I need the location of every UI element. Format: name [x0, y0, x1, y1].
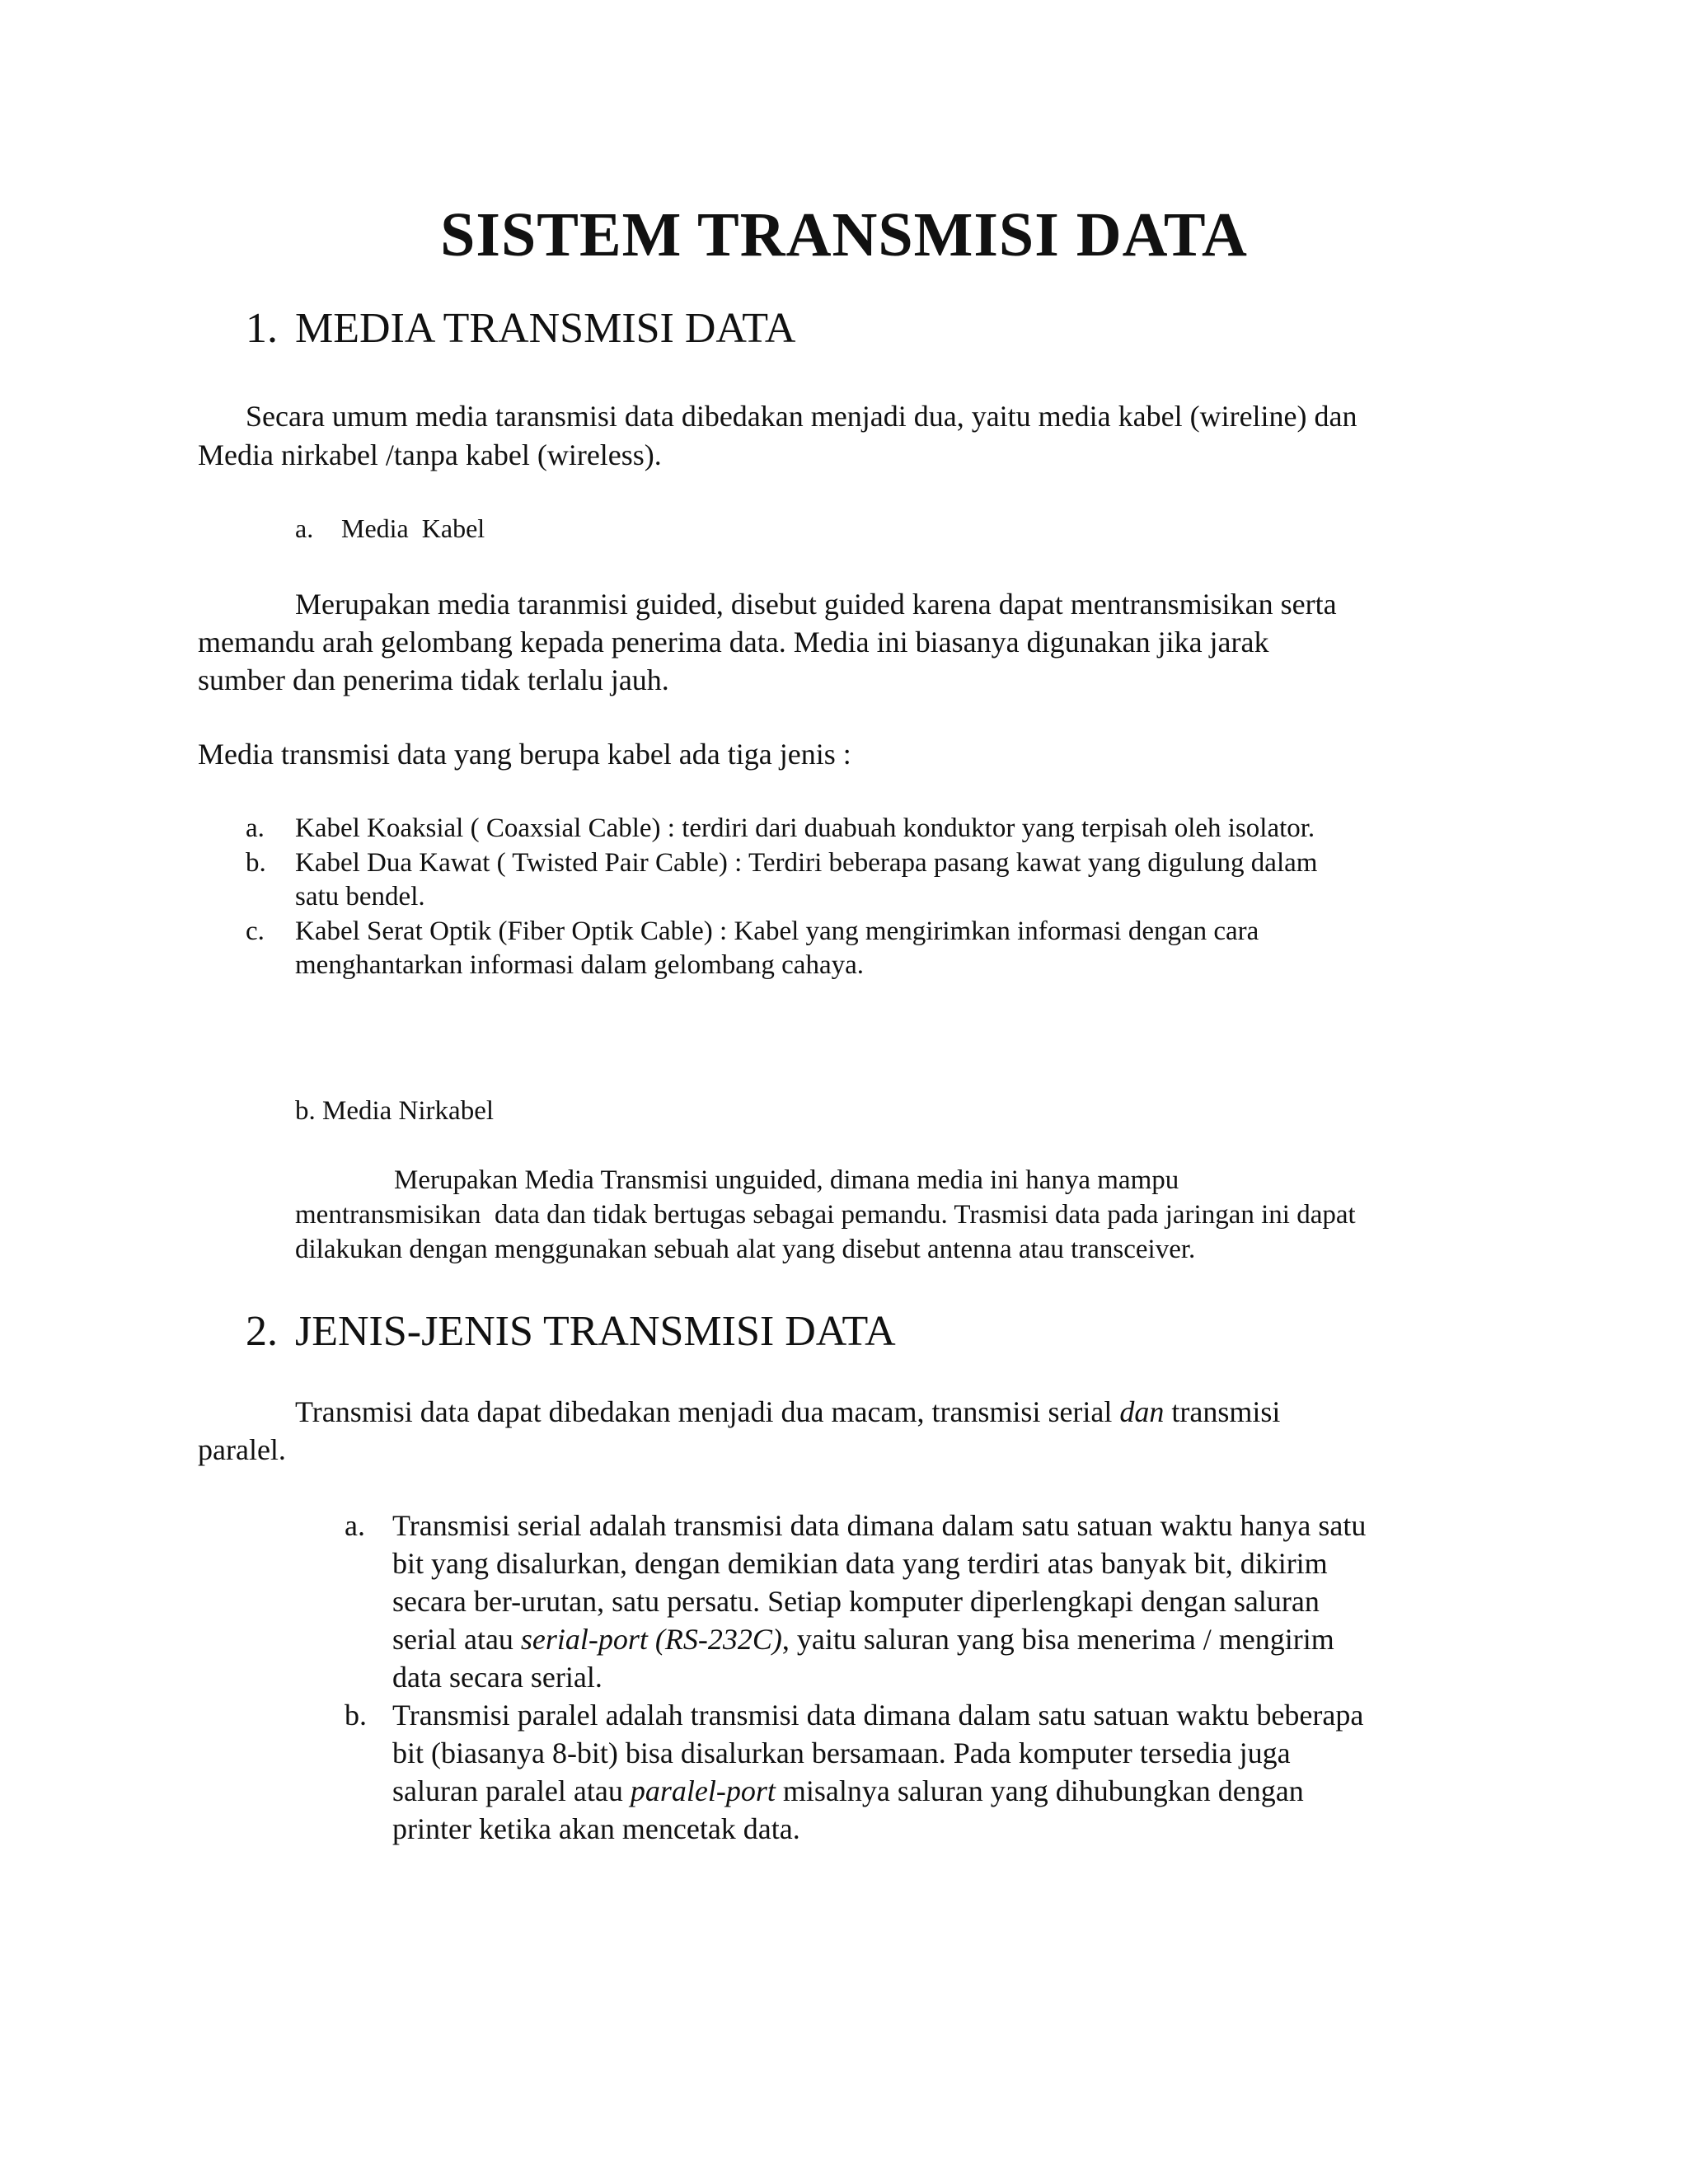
section-2-intro-text: Transmisi data dapat dibedakan menjadi dua macam, transmisi serial — [295, 1395, 1120, 1428]
list-item-text-continued: bit (biasanya 8-bit) bisa disalurkan bersamaan. Pada komputer tersedia juga — [392, 1736, 1291, 1769]
serial-port-term: serial-port (RS-232C) — [520, 1623, 782, 1656]
subsection-a-heading — [295, 511, 485, 546]
page-title: SISTEM TRANSMISI DATA — [440, 200, 1248, 269]
list-item-text: Transmisi serial adalah transmisi data dimana dalam satu satuan waktu hanya satu — [392, 1509, 1367, 1542]
subsection-b-heading: b. Media Nirkabel — [295, 1096, 495, 1126]
list-item-text-continued: bit yang disalurkan, dengan demikian data yang terdiri atas banyak bit, dikirim — [392, 1547, 1328, 1580]
list-item-text: Kabel Koaksial ( Coaxsial Cable) : terdiri dari duabuah konduktor yang terpisah oleh isolator. — [295, 813, 1315, 843]
section-2-intro-italic: dan — [1119, 1395, 1165, 1428]
list-item — [246, 846, 1531, 916]
list-item — [246, 915, 1531, 984]
section-1-intro-line-2: Media nirkabel /tanpa kabel (wireless). — [198, 438, 662, 471]
list-item-text-continued: satu bendel. — [295, 882, 425, 912]
list-item-text-continued — [392, 1620, 1334, 1658]
list-marker: c. — [246, 916, 265, 946]
media-kabel-para-line-1: Merupakan media taranmisi guided, disebut guided karena dapat mentransmisikan serta — [295, 588, 1337, 621]
section-2-title: JENIS-JENIS TRANSMISI DATA — [295, 1308, 896, 1355]
media-kabel-para-line-3: sumber dan penerima tidak terlalu jauh. — [198, 663, 669, 696]
section-2-number: 2. — [246, 1308, 278, 1355]
list-marker: a. — [246, 813, 265, 843]
serial-line-text-end: , yaitu saluran yang bisa menerima / mengirim — [781, 1623, 1334, 1656]
list-item — [345, 1696, 1581, 1848]
subsection-a-marker: a. — [295, 513, 314, 543]
list-item-text: Kabel Serat Optik (Fiber Optik Cable) : Kabel yang mengirimkan informasi dengan cara — [295, 916, 1259, 946]
list-item-text-continued: data secara serial. — [392, 1661, 603, 1694]
list-marker: b. — [345, 1699, 367, 1732]
section-1-heading — [246, 303, 795, 354]
list-item-text: Transmisi paralel adalah transmisi data dimana dalam satu satuan waktu beberapa — [392, 1699, 1364, 1732]
media-kabel-para-line-2: memandu arah gelombang kepada penerima data. Media ini biasanya digunakan jika jarak — [198, 626, 1269, 658]
media-nirkabel-para-line-3: dilakukan dengan menggunakan sebuah alat yang disebut antenna atau transceiver. — [295, 1235, 1196, 1264]
section-2-heading — [246, 1306, 896, 1357]
paralel-port-term: paralel-port — [630, 1774, 776, 1807]
list-marker: a. — [345, 1509, 365, 1542]
section-2-intro-line-2: paralel. — [198, 1433, 286, 1466]
paralel-line-text: saluran paralel atau — [392, 1774, 631, 1807]
cable-types-intro: Media transmisi data yang berupa kabel ada tiga jenis : — [198, 738, 851, 771]
section-2-intro-line-1 — [295, 1393, 1280, 1431]
paralel-line-text-end: misalnya saluran yang dihubungkan dengan — [775, 1774, 1304, 1807]
list-marker: b. — [246, 848, 266, 878]
list-item — [246, 812, 1531, 846]
list-item-text-continued: secara ber-urutan, satu persatu. Setiap komputer diperlengkapi dengan saluran — [392, 1585, 1320, 1618]
list-item — [345, 1507, 1581, 1696]
list-item-text: Kabel Dua Kawat ( Twisted Pair Cable) : Terdiri beberapa pasang kawat yang digulung dalam — [295, 848, 1318, 878]
media-nirkabel-para-line-2: mentransmisikan data dan tidak bertugas sebagai pemandu. Trasmisi data pada jaringan ini dapat — [295, 1200, 1356, 1230]
list-item-text-continued: menghantarkan informasi dalam gelombang cahaya. — [295, 950, 864, 980]
media-nirkabel-para-line-1: Merupakan Media Transmisi unguided, dimana media ini hanya mampu — [394, 1165, 1179, 1195]
serial-line-text: serial atau — [392, 1623, 521, 1656]
section-1-number: 1. — [246, 305, 278, 352]
section-2-intro-text-end: transmisi — [1164, 1395, 1281, 1428]
section-1-title: MEDIA TRANSMISI DATA — [295, 305, 796, 352]
section-1-intro-line-1: Secara umum media taransmisi data dibedakan menjadi dua, yaitu media kabel (wireline) dan — [246, 400, 1357, 433]
list-item-text-continued — [392, 1772, 1304, 1810]
list-item-text-continued: printer ketika akan mencetak data. — [392, 1812, 800, 1845]
subsection-a-label: Media Kabel — [341, 513, 485, 543]
